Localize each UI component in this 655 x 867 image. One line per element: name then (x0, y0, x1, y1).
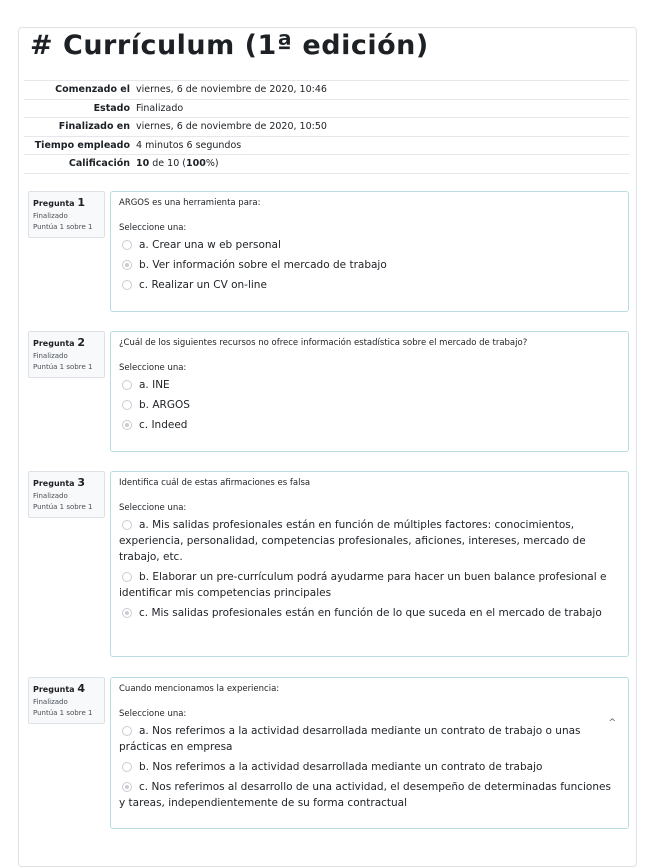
summary-row-started (24, 81, 629, 100)
answer-prompt: Seleccione una: (119, 503, 187, 513)
radio-button[interactable] (122, 726, 132, 736)
answer-option-c[interactable]: c. Nos referimos al desarrollo de una actividad, el desempeño de determinadas funciones y tareas, independientemente de su forma contractual (119, 781, 611, 809)
grade-percent: 100 (185, 158, 206, 170)
radio-button-selected[interactable] (122, 782, 132, 792)
question-number: Pregunta 3 (33, 476, 86, 489)
question-content (110, 677, 629, 829)
question-number: Pregunta 1 (33, 196, 86, 209)
summary-row-time (24, 136, 629, 155)
summary-value: viernes, 6 de noviembre de 2020, 10:50 (136, 121, 327, 133)
radio-button[interactable] (122, 240, 132, 250)
question-text: ¿Cuál de los siguientes recursos no ofrece información estadística sobre el mercado de trabajo? (119, 338, 528, 348)
answer-options (119, 517, 620, 621)
summary-label: Comenzado el (55, 84, 130, 96)
summary-row-finished (24, 118, 629, 137)
summary-row-state (24, 99, 629, 118)
radio-button-selected[interactable] (122, 260, 132, 270)
answer-options (119, 377, 620, 433)
answer-option-b[interactable]: b. ARGOS (119, 397, 620, 413)
grade-score: 10 (136, 158, 150, 170)
question-info (28, 331, 105, 378)
summary-row-grade (24, 155, 629, 174)
question-text: Identifica cuál de estas afirmaciones es falsa (119, 478, 311, 488)
question-grade: Puntúa 1 sobre 1 (33, 223, 93, 231)
question-state: Finalizado (33, 698, 68, 706)
question-info (28, 677, 105, 724)
question-grade: Puntúa 1 sobre 1 (33, 503, 93, 511)
question-content (110, 331, 629, 452)
answer-option-c[interactable]: c. Indeed (119, 417, 620, 433)
question-state: Finalizado (33, 352, 68, 360)
summary-value: Finalizado (136, 102, 184, 114)
radio-button[interactable] (122, 400, 132, 410)
summary-label: Estado (93, 102, 130, 114)
summary-value: viernes, 6 de noviembre de 2020, 10:46 (136, 84, 327, 96)
question-state: Finalizado (33, 212, 68, 220)
answer-prompt: Seleccione una: (119, 223, 187, 233)
answer-prompt: Seleccione una: (119, 709, 187, 719)
answer-option-c[interactable]: c. Realizar un CV on-line (119, 277, 620, 293)
answer-prompt: Seleccione una: (119, 363, 187, 373)
answer-option-a[interactable]: a. Mis salidas profesionales están en función de múltiples factores: conocimientos, experiencia, personalidad, competencias profesionales, aficiones, intereses, mercado de trabajo, etc. (119, 519, 586, 563)
summary-label: Calificación (68, 158, 130, 170)
question-text: ARGOS es una herramienta para: (119, 198, 261, 208)
answer-option-b[interactable]: b. Elaborar un pre-currículum podrá ayudarme para hacer un buen balance profesional e identificar mis competencias principales (119, 571, 607, 599)
summary-value: 4 minutos 6 segundos (136, 139, 242, 151)
radio-button-selected[interactable] (122, 608, 132, 618)
answer-option-c[interactable]: c. Mis salidas profesionales están en función de lo que suceda en el mercado de trabajo (119, 605, 620, 621)
question-number: Pregunta 2 (33, 336, 86, 349)
answer-options (119, 237, 620, 293)
answer-option-a[interactable]: a. Crear una w eb personal (119, 237, 620, 253)
scroll-up-icon[interactable]: ^ (608, 718, 616, 728)
answer-option-a[interactable]: a. INE (119, 377, 620, 393)
question-info (28, 471, 105, 518)
radio-button[interactable] (122, 762, 132, 772)
summary-label: Tiempo empleado (34, 139, 130, 151)
answer-option-a[interactable]: a. Nos referimos a la actividad desarrollada mediante un contrato de trabajo o unas prácticas en empresa (119, 725, 581, 753)
radio-button[interactable] (122, 280, 132, 290)
answer-option-b[interactable]: b. Ver información sobre el mercado de trabajo (119, 257, 620, 273)
radio-button-selected[interactable] (122, 420, 132, 430)
question-content (110, 471, 629, 657)
question-info (28, 191, 105, 238)
summary-value (136, 155, 629, 174)
summary-label: Finalizado en (58, 121, 130, 133)
question-text: Cuando mencionamos la experiencia: (119, 684, 280, 694)
answer-option-b[interactable]: b. Nos referimos a la actividad desarrollada mediante un contrato de trabajo (119, 759, 620, 775)
radio-button[interactable] (122, 572, 132, 582)
page-title: # Currículum (1ª edición) (30, 30, 429, 61)
attempt-summary-table (24, 80, 629, 174)
question-grade: Puntúa 1 sobre 1 (33, 363, 93, 371)
radio-button[interactable] (122, 380, 132, 390)
grade-total: de 10 ( (149, 158, 186, 170)
question-grade: Puntúa 1 sobre 1 (33, 709, 93, 717)
question-state: Finalizado (33, 492, 68, 500)
question-content (110, 191, 629, 312)
question-number: Pregunta 4 (33, 682, 86, 695)
radio-button[interactable] (122, 520, 132, 530)
answer-options (119, 723, 620, 811)
grade-suffix: %) (205, 158, 219, 170)
